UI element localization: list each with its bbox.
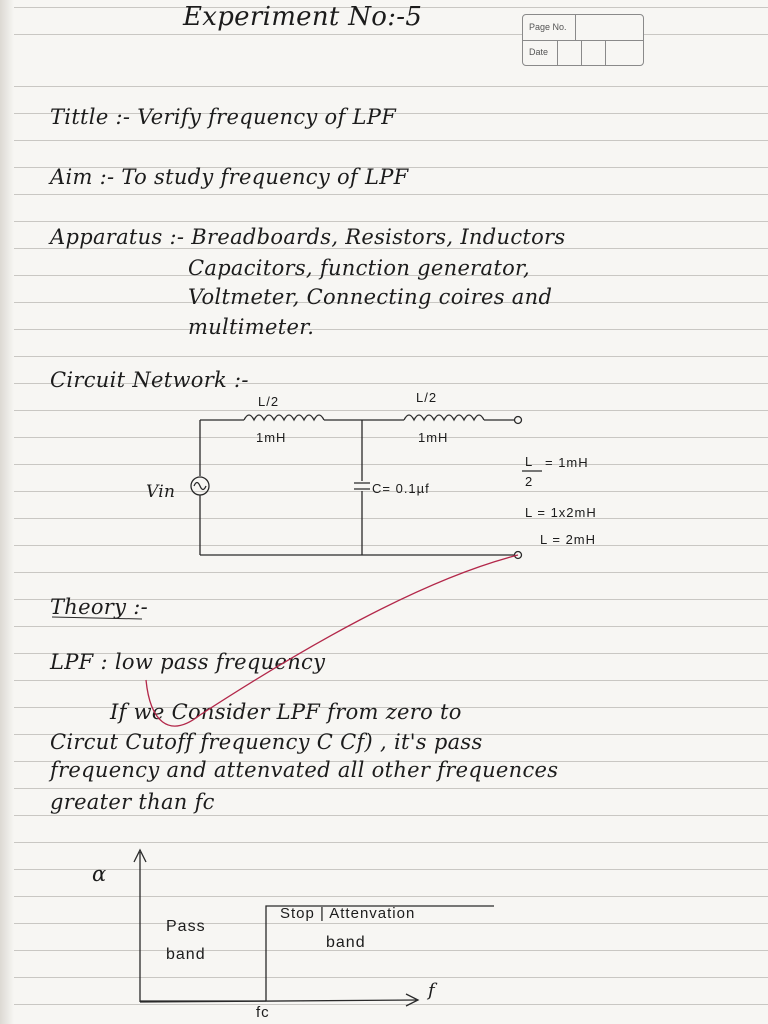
- teacher-check-mark: [146, 555, 518, 726]
- theory-para-line-3: frequency and attenvated all other frequences: [50, 758, 559, 782]
- apparatus-line-2: Capacitors, function generator,: [188, 256, 531, 280]
- inductor-1-coil: [244, 415, 324, 420]
- capacitor-label: C= 0.1µf: [372, 481, 430, 496]
- experiment-title: Experiment No:-5: [183, 2, 423, 32]
- inductor-2-coil: [404, 415, 484, 420]
- calc-fraction-denominator: 2: [525, 474, 534, 489]
- inductor-1-top-label: L/2: [258, 394, 280, 409]
- circuit-heading: Circuit Network :-: [50, 368, 249, 392]
- inductor-2-top-label: L/2: [416, 390, 438, 405]
- apparatus-line-3: Voltmeter, Connecting coires and: [188, 285, 553, 309]
- aim-line: Aim :- To study frequency of LPF: [50, 165, 409, 189]
- theory-para-line-2: Circut Cutoff frequency C Cf) , it's pass: [50, 730, 483, 754]
- lpf-definition: LPF : low pass frequency: [50, 650, 326, 674]
- theory-para-line-4: greater than fc: [50, 790, 215, 814]
- capacitor-symbol: [354, 483, 370, 489]
- graph-x-symbol: f: [428, 980, 435, 1001]
- page-no-label: Page No.: [529, 22, 567, 32]
- calc-fraction-numerator: L: [525, 454, 534, 469]
- theory-para-line-1: If we Consider LPF from zero to: [110, 700, 462, 724]
- cutoff-frequency-label: fc: [256, 1004, 270, 1021]
- pass-band-label-1: Pass: [166, 918, 206, 935]
- inductor-2-value: 1mH: [418, 430, 449, 445]
- attenuation-graph: [134, 850, 494, 1006]
- stop-band-label-1: Stop | Attenvation: [280, 905, 416, 922]
- graph-y-symbol: α: [92, 862, 107, 886]
- stop-band-label-2: band: [326, 934, 366, 951]
- calc-line-2: L = 1x2mH: [525, 505, 597, 520]
- inductor-1-value: 1mH: [256, 430, 287, 445]
- ac-source-wave: [194, 483, 206, 490]
- calc-line-3: L = 2mH: [540, 532, 597, 547]
- apparatus-line-1: Apparatus :- Breadboards, Resistors, Inductors: [50, 225, 566, 249]
- theory-heading: Theory :-: [50, 595, 149, 619]
- stop-band-step: [266, 906, 494, 1001]
- source-label: Vin: [146, 482, 176, 502]
- output-terminal-top: [515, 417, 522, 424]
- apparatus-line-4: multimeter.: [188, 315, 315, 339]
- calc-line-1: = 1mH: [545, 455, 589, 470]
- title-line: Tittle :- Verify frequency of LPF: [50, 105, 397, 129]
- circuit-diagram: [191, 415, 542, 559]
- pass-band-label-2: band: [166, 946, 206, 963]
- date-label: Date: [529, 47, 549, 57]
- theory-underline: [52, 617, 142, 619]
